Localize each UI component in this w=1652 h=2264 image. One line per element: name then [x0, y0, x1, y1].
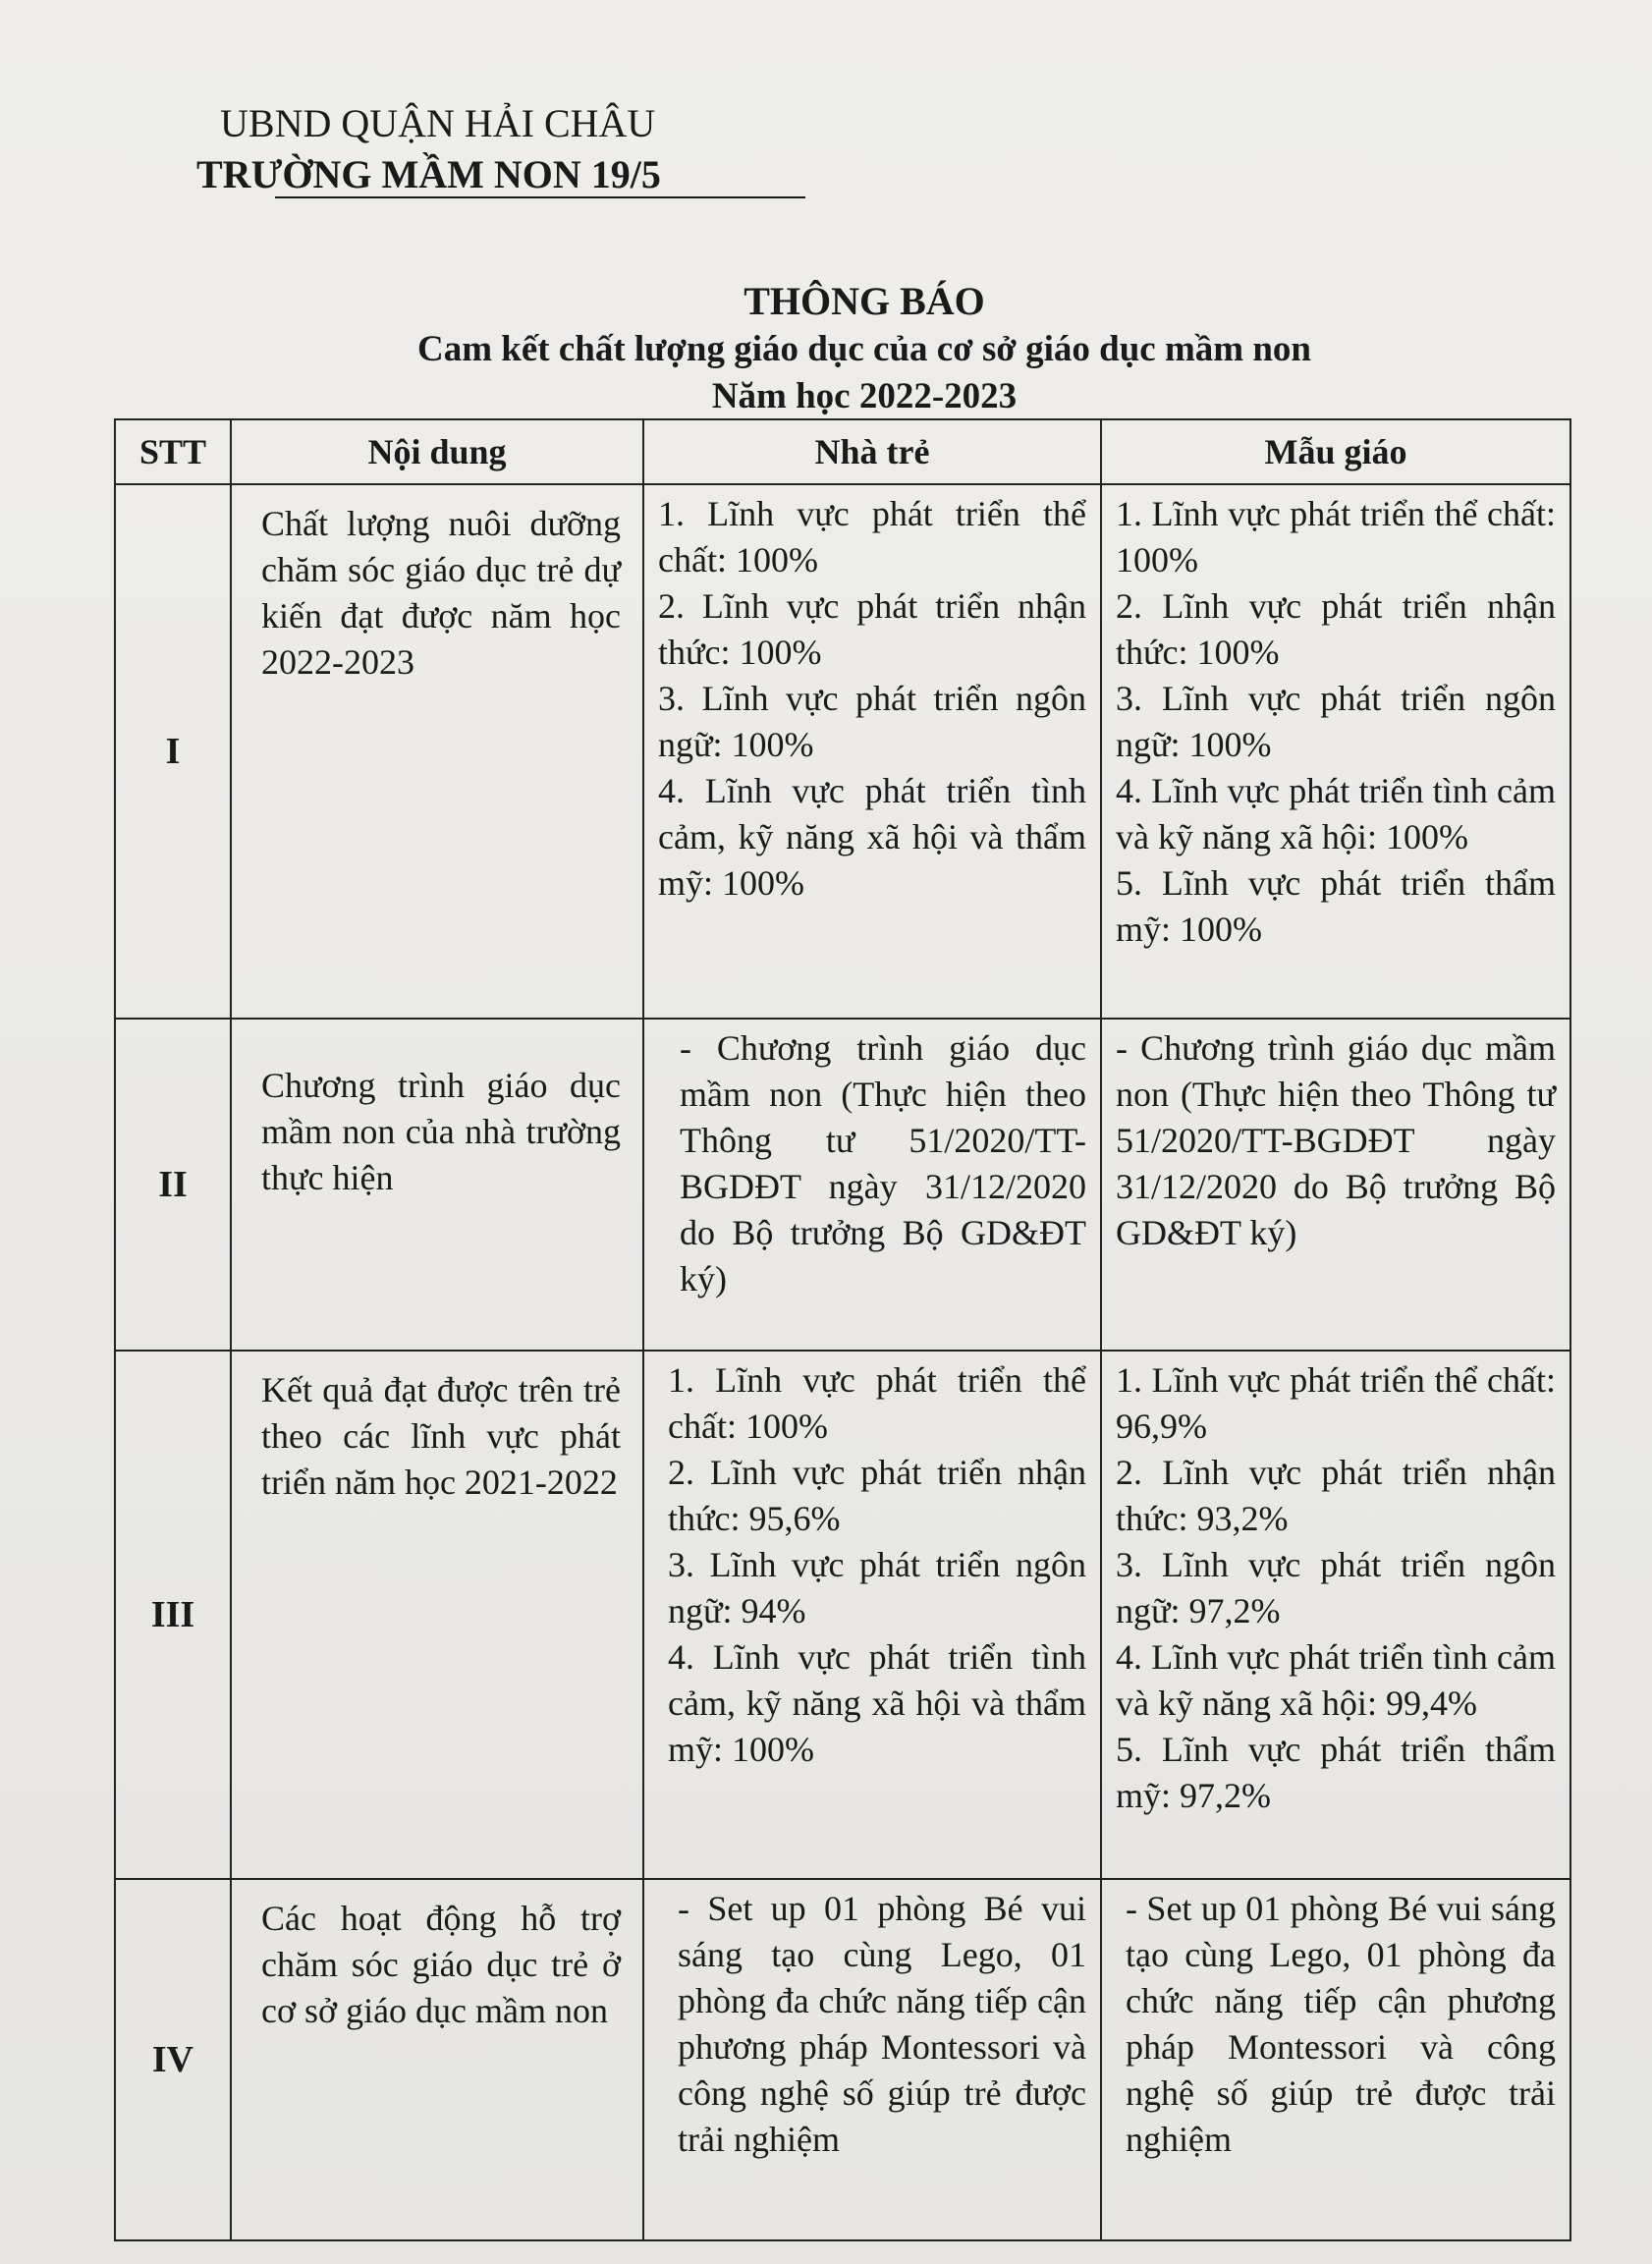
row-mau-giao	[1101, 484, 1570, 1019]
row-content: Các hoạt động hỗ trợ chăm sóc giáo dục trẻ ở cơ sở giáo dục mầm non	[231, 1879, 643, 2240]
doc-subtitle: Cam kết chất lượng giáo dục của cơ sở giáo dục mầm non	[416, 329, 1312, 369]
row-stt: II	[115, 1019, 231, 1351]
row-stt: III	[115, 1351, 231, 1879]
row-mau-giao	[1101, 1019, 1570, 1351]
row-mau-giao	[1101, 1879, 1570, 2240]
list-item: 1. Lĩnh vực phát triển thể chất: 100%	[668, 1360, 1086, 1446]
list-item: 2. Lĩnh vực phát triển nhận thức: 95,6%	[668, 1453, 1086, 1538]
list-item: - Chương trình giáo dục mầm non (Thực hiện theo Thông tư 51/2020/TT- BGDĐT ngày 31/12/2020 do Bộ trưởng Bộ GD&ĐT ký)	[680, 1028, 1086, 1298]
row-content: Chất lượng nuôi dưỡng chăm sóc giáo dục trẻ dự kiến đạt được năm học 2022-2023	[231, 484, 643, 1019]
school-name: TRƯỜNG MẦM NON 19/5	[196, 152, 661, 196]
list-item: 5. Lĩnh vực phát triển thẩm mỹ: 97,2%	[1116, 1730, 1556, 1815]
list-item: 4. Lĩnh vực phát triển tình cảm, kỹ năng xã hội và thẩm mỹ: 100%	[658, 771, 1086, 903]
list-item: 1. Lĩnh vực phát triển thể chất: 100%	[1116, 494, 1556, 580]
list-item: - Chương trình giáo dục mầm non (Thực hiện theo Thông tư 51/2020/TT-BGDĐT ngày 31/12/2020 do Bộ trưởng Bộ GD&ĐT ký)	[1116, 1028, 1556, 1252]
row-stt: IV	[115, 1879, 231, 2240]
list-item: 2. Lĩnh vực phát triển nhận thức: 100%	[658, 586, 1086, 672]
list-item: 3. Lĩnh vực phát triển ngôn ngữ: 94%	[668, 1545, 1086, 1630]
table-row	[115, 1019, 1570, 1351]
doc-year: Năm học 2022-2023	[711, 376, 1018, 416]
list-item: 2. Lĩnh vực phát triển nhận thức: 93,2%	[1116, 1453, 1556, 1538]
row-nha-tre	[643, 484, 1101, 1019]
row-nha-tre	[643, 1879, 1101, 2240]
title-block	[0, 277, 1652, 420]
list-item: - Set up 01 phòng Bé vui sáng tạo cùng Lego, 01 phòng đa chức năng tiếp cận phương pháp Montessori và công nghệ số giúp trẻ được trải nghiệm	[678, 1889, 1086, 2159]
list-item: 2. Lĩnh vực phát triển nhận thức: 100%	[1116, 586, 1556, 672]
table-header-row	[115, 419, 1570, 484]
table-row	[115, 1879, 1570, 2240]
letterhead	[196, 98, 661, 200]
header-mau-giao: Mẫu giáo	[1101, 419, 1570, 484]
commitment-table	[114, 418, 1571, 2241]
list-item: 3. Lĩnh vực phát triển ngôn ngữ: 100%	[1116, 679, 1556, 764]
school-underline	[275, 196, 805, 198]
row-mau-giao	[1101, 1351, 1570, 1879]
table-row	[115, 484, 1570, 1019]
row-content: Chương trình giáo dục mầm non của nhà trường thực hiện	[231, 1019, 643, 1351]
doc-title: THÔNG BÁO	[743, 279, 985, 323]
list-item: 1. Lĩnh vực phát triển thể chất: 100%	[658, 494, 1086, 580]
list-item: 1. Lĩnh vực phát triển thể chất: 96,9%	[1116, 1360, 1556, 1446]
row-stt: I	[115, 484, 231, 1019]
row-content: Kết quả đạt được trên trẻ theo các lĩnh vực phát triển năm học 2021-2022	[231, 1351, 643, 1879]
row-nha-tre	[643, 1019, 1101, 1351]
list-item: 3. Lĩnh vực phát triển ngôn ngữ: 100%	[658, 679, 1086, 764]
header-nha-tre: Nhà trẻ	[643, 419, 1101, 484]
list-item: 4. Lĩnh vực phát triển tình cảm và kỹ năng xã hội: 100%	[1116, 771, 1556, 856]
list-item: 5. Lĩnh vực phát triển thẩm mỹ: 100%	[1116, 863, 1556, 949]
row-nha-tre	[643, 1351, 1101, 1879]
table-row	[115, 1351, 1570, 1879]
list-item: - Set up 01 phòng Bé vui sáng tạo cùng Lego, 01 phòng đa chức năng tiếp cận phương pháp Montessori và công nghệ số giúp trẻ được trải nghiệm	[1126, 1889, 1556, 2159]
org-name: UBND QUẬN HẢI CHÂU	[220, 101, 656, 145]
header-content: Nội dung	[231, 419, 643, 484]
header-stt: STT	[115, 419, 231, 484]
list-item: 4. Lĩnh vực phát triển tình cảm, kỹ năng xã hội và thẩm mỹ: 100%	[668, 1637, 1086, 1769]
list-item: 3. Lĩnh vực phát triển ngôn ngữ: 97,2%	[1116, 1545, 1556, 1630]
list-item: 4. Lĩnh vực phát triển tình cảm và kỹ năng xã hội: 99,4%	[1116, 1637, 1556, 1723]
